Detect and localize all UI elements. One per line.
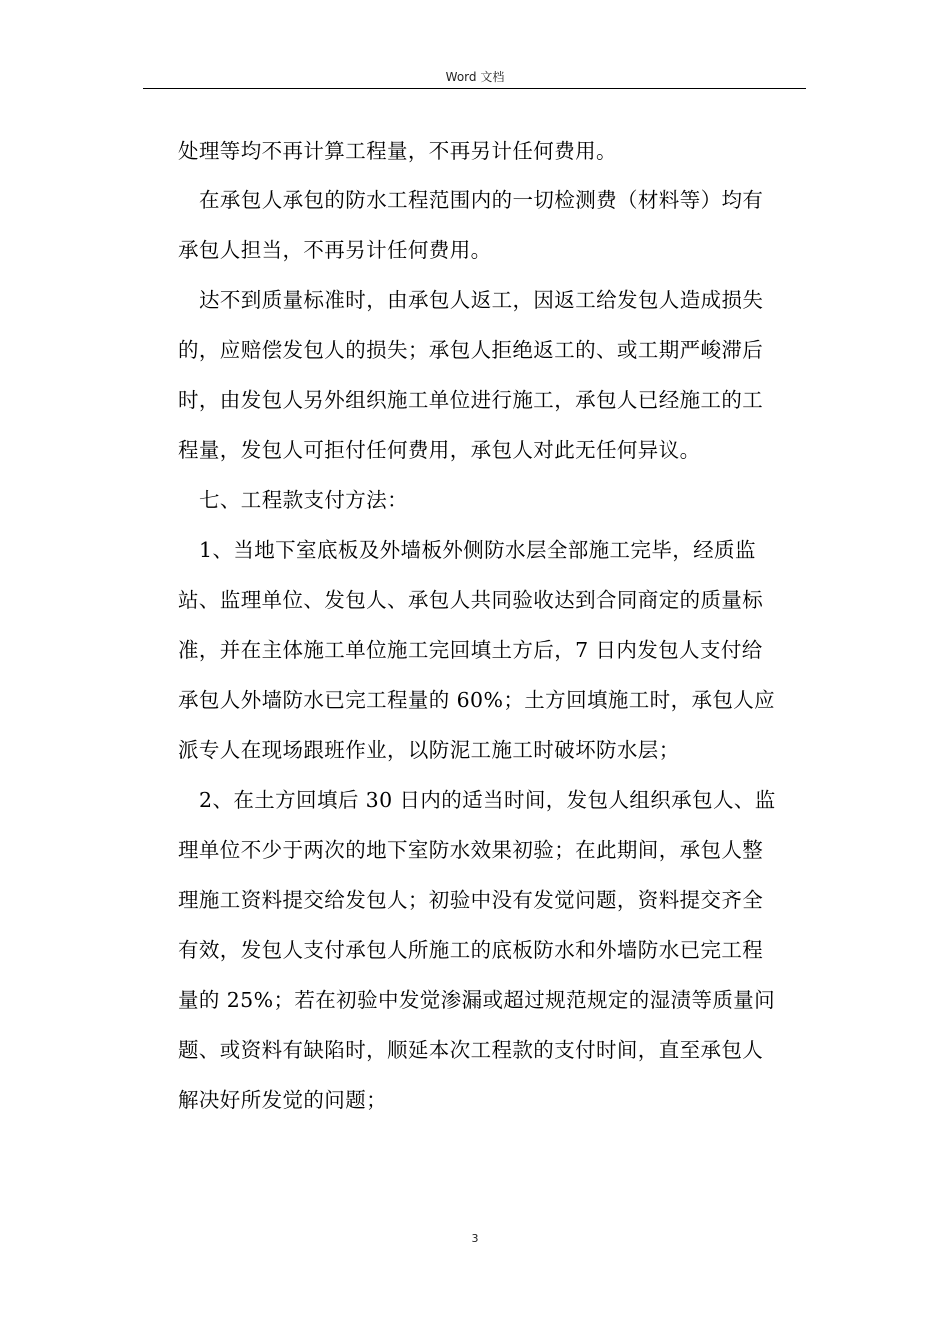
text-line: 处理等均不再计算工程量，不再另计任何费用。 bbox=[178, 139, 617, 163]
paragraph-start-line: 在承包人承包的防水工程范围内的一切检测费（材料等）均有 bbox=[199, 188, 764, 212]
text-line: 程量，发包人可拒付任何费用，承包人对此无任何异议。 bbox=[178, 438, 701, 462]
text-line: 理施工资料提交给发包人；初验中没有发觉问题，资料提交齐全 bbox=[178, 888, 764, 912]
paragraph-start-line: 1、当地下室底板及外墙板外侧防水层全部施工完毕，经质监 bbox=[199, 538, 756, 562]
text-line: 理单位不少于两次的地下室防水效果初验；在此期间，承包人整 bbox=[178, 838, 764, 862]
page-header-title: Word 文档 bbox=[445, 70, 505, 84]
text-line: 准，并在主体施工单位施工完回填土方后，7 日内发包人支付给 bbox=[178, 638, 763, 662]
text-line: 有效，发包人支付承包人所施工的底板防水和外墙防水已完工程 bbox=[178, 938, 764, 962]
text-line: 承包人担当，不再另计任何费用。 bbox=[178, 238, 492, 262]
text-line: 站、监理单位、发包人、承包人共同验收达到合同商定的质量标 bbox=[178, 588, 764, 612]
text-line: 题、或资料有缺陷时，顺延本次工程款的支付时间，直至承包人 bbox=[178, 1038, 764, 1062]
text-line: 时，由发包人另外组织施工单位进行施工，承包人已经施工的工 bbox=[178, 388, 764, 412]
text-line: 量的 25%；若在初验中发觉渗漏或超过规范规定的湿渍等质量问 bbox=[178, 988, 776, 1012]
paragraph-start-line: 达不到质量标准时，由承包人返工，因返工给发包人造成损失 bbox=[199, 288, 764, 312]
text-line: 派专人在现场跟班作业，以防泥工施工时破坏防水层； bbox=[178, 738, 680, 762]
text-line: 的，应赔偿发包人的损失；承包人拒绝返工的、或工期严峻滞后 bbox=[178, 338, 764, 362]
page-number: 3 bbox=[471, 1232, 479, 1245]
paragraph-start-line: 2、在土方回填后 30 日内的适当时间，发包人组织承包人、监 bbox=[199, 788, 776, 812]
text-line: 解决好所发觉的问题； bbox=[178, 1088, 387, 1112]
header-divider bbox=[143, 88, 806, 89]
text-line: 承包人外墙防水已完工程量的 60%；土方回填施工时，承包人应 bbox=[178, 688, 776, 712]
section-heading: 七、工程款支付方法： bbox=[199, 488, 408, 512]
